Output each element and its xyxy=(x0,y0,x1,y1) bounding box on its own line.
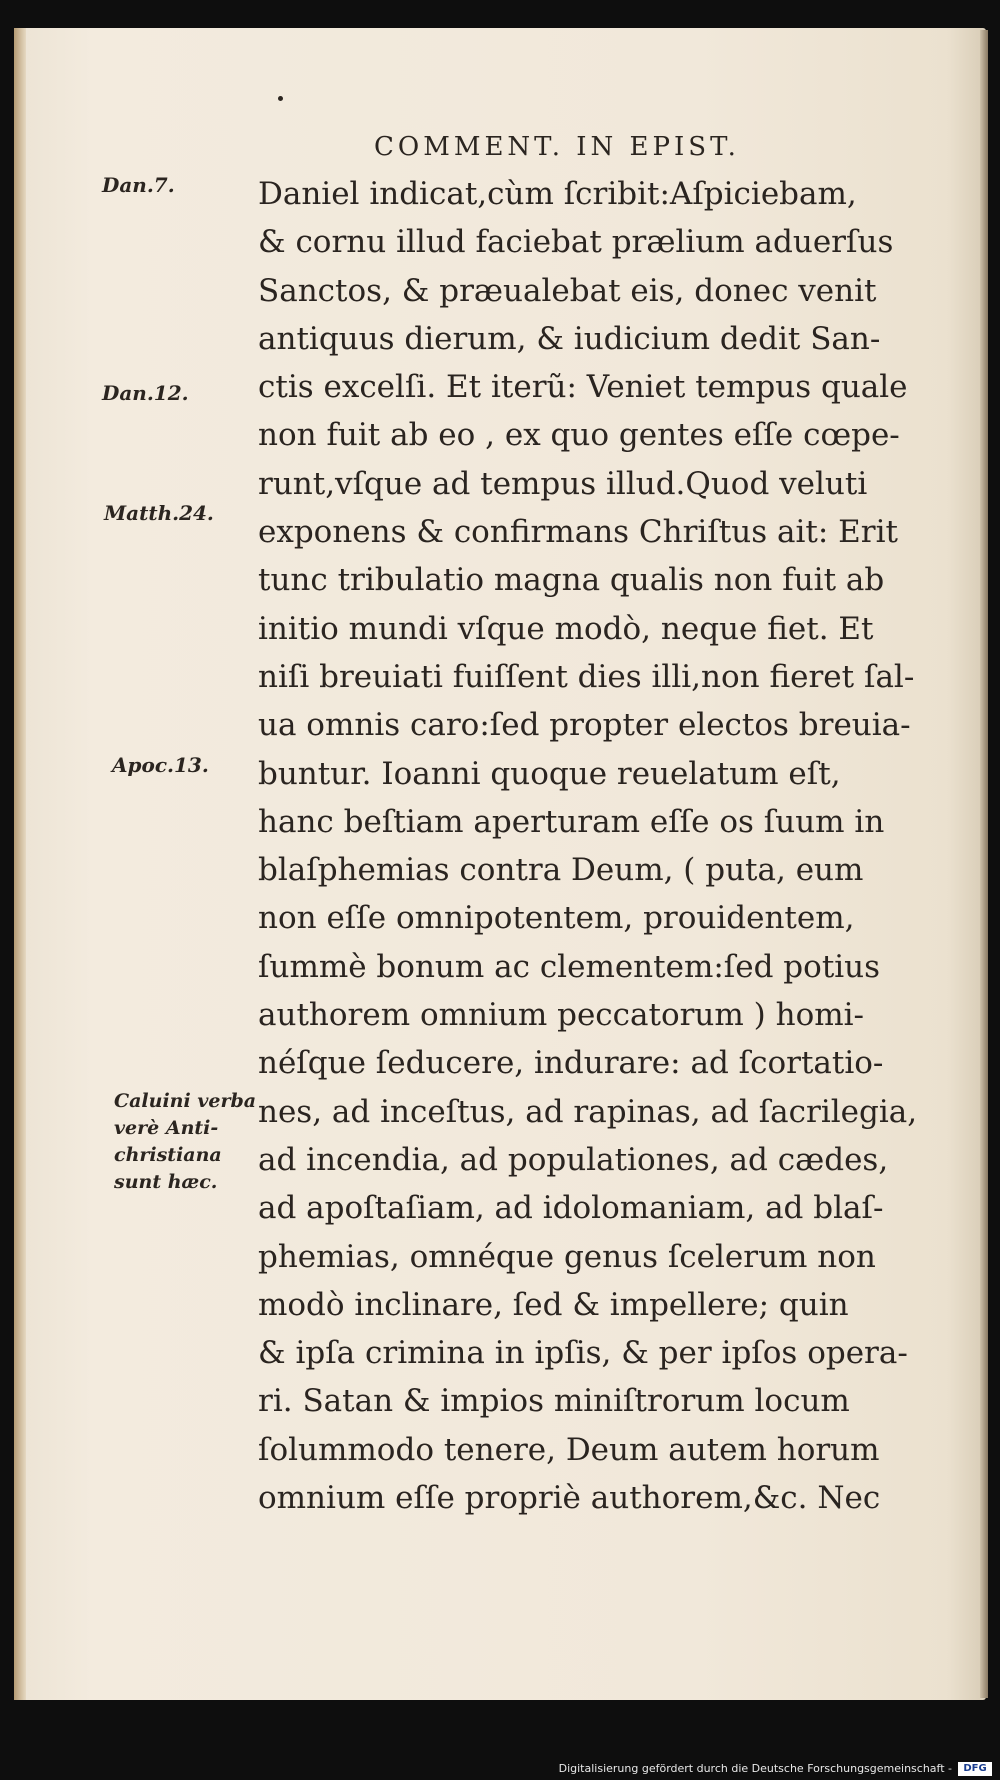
text-line: ad apoſtaſiam, ad idolomaniam, ad blaſ- xyxy=(258,1190,884,1227)
text-line: néſque ſeducere, indurare: ad ſcortatio- xyxy=(258,1045,884,1082)
page-binding-edge xyxy=(14,28,26,1700)
text-line: authorem omnium peccatorum ) homi- xyxy=(258,997,865,1034)
text-line: modò inclinare, ſed & impellere; quin xyxy=(258,1286,849,1323)
dfg-logo: DFG xyxy=(958,1762,992,1776)
marginal-note-apoc13: Apoc.13. xyxy=(112,753,209,777)
marginal-note-dan7: Dan.7. xyxy=(102,173,175,197)
marginal-note-caluini-line: christiana xyxy=(114,1144,222,1166)
marginal-note-caluini-line: verè Anti- xyxy=(114,1117,219,1139)
text-line: hanc beſtiam aperturam eſſe os ſuum in xyxy=(258,803,885,840)
marginal-note-caluini-line: sunt hæc. xyxy=(114,1171,218,1193)
text-line: runt,vſque ad tempus illud.Quod veluti xyxy=(258,465,868,502)
text-line: niſi breuiati fuiſſent dies illi,non fieret ſal- xyxy=(258,658,915,695)
text-line: ad incendia, ad populationes, ad cædes, xyxy=(258,1141,889,1178)
text-line: nes, ad inceſtus, ad rapinas, ad ſacrilegia, xyxy=(258,1093,918,1130)
ink-dot xyxy=(278,96,283,101)
funding-credit: Digitalisierung gefördert durch die Deutsche Forschungsgemeinschaft - xyxy=(558,1762,952,1775)
text-line: buntur. Ioanni quoque reuelatum eſt, xyxy=(258,755,841,792)
text-line: phemias, omnéque genus ſcelerum non xyxy=(258,1238,876,1275)
text-line: non fuit ab eo , ex quo gentes eſſe cœpe- xyxy=(258,417,900,454)
text-line: antiquus dierum, & iudicium dedit San- xyxy=(258,320,881,357)
body-text xyxy=(258,170,948,1522)
text-line: ſolummodo tenere, Deum autem horum xyxy=(258,1431,880,1468)
text-line: & ipſa crimina in ipſis, & per ipſos opera- xyxy=(258,1335,908,1372)
marginal-note-caluini-line: Caluini verba xyxy=(114,1090,257,1112)
marginal-note-caluini xyxy=(114,1088,256,1196)
marginal-note-math24: Matth.24. xyxy=(104,501,214,525)
page-right-edge xyxy=(980,30,988,1698)
text-line: non eſſe omnipotentem, prouidentem, xyxy=(258,900,855,937)
text-line: exponens & confirmans Chriſtus ait: Erit xyxy=(258,514,898,551)
text-line: tunc tribulatio magna qualis non fuit ab xyxy=(258,562,885,599)
running-header: COMMENT. IN EPIST. xyxy=(374,132,740,162)
text-line: ua omnis caro:ſed propter electos breuia- xyxy=(258,707,911,744)
marginal-note-dan12: Dan.12. xyxy=(102,381,189,405)
text-line: ctis excelſi. Et iterũ: Veniet tempus quale xyxy=(258,369,908,406)
text-line: initio mundi vſque modò, neque fiet. Et xyxy=(258,610,874,647)
text-line: omnium eſſe propriè authorem,&c. Nec xyxy=(258,1480,881,1517)
text-line: blaſphemias contra Deum, ( puta, eum xyxy=(258,852,864,889)
text-line: & cornu illud faciebat prælium aduerſus xyxy=(258,224,894,261)
text-line: ſummè bonum ac clementem:ſed potius xyxy=(258,948,881,985)
text-line: ri. Satan & impios miniſtrorum locum xyxy=(258,1383,850,1420)
text-line: Daniel indicat,cùm ſcribit:Aſpiciebam, xyxy=(258,176,857,212)
text-line: Sanctos, & præualebat eis, donec venit xyxy=(258,272,877,309)
